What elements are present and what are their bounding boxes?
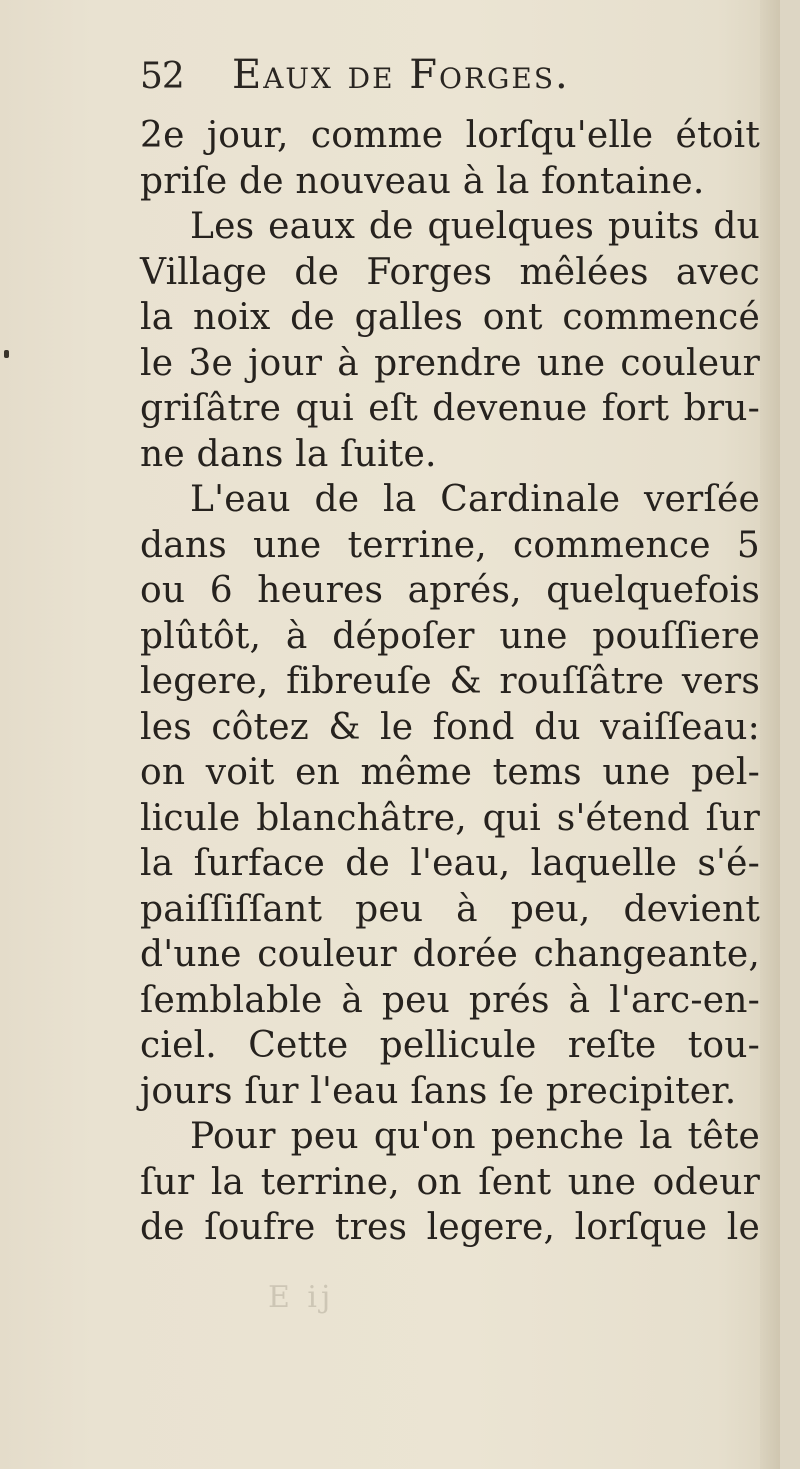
text-line: ne dans la ſuite. (140, 433, 437, 475)
page-edge (760, 0, 780, 1469)
margin-mark (4, 350, 9, 358)
text-line: 2e jour, comme lorſqu'elle étoit (140, 115, 760, 156)
text-line: Pour peu qu'on penche la tête (190, 1116, 760, 1157)
text-line: ciel. Cette pellicule reſte tou- (140, 1025, 760, 1066)
text-line: Village de Forges mêlées avec (140, 251, 760, 293)
text-line: les côtez & le fond du vaiſſeau: (140, 706, 760, 748)
text-line: le 3e jour à prendre une couleur (140, 342, 760, 384)
text-line: griſâtre qui eſt devenue fort bru- (140, 388, 760, 429)
running-title: Eaux de Forges. (232, 52, 570, 98)
text-line: Les eaux de quelques puits du (190, 206, 760, 247)
text-line: priſe de nouveau à la fontaine. (140, 160, 705, 202)
text-line: ſur la terrine, on ſent une odeur (140, 1161, 760, 1203)
text-line: la noix de galles ont commencé (140, 297, 760, 338)
text-line: jours ſur l'eau ſans ſe precipiter. (140, 1070, 737, 1112)
text-line: legere, fibreuſe & rouſſâtre vers (140, 661, 760, 702)
text-line: on voit en même tems une pel- (140, 752, 760, 793)
text-line: licule blanchâtre, qui s'étend ſur (140, 797, 760, 839)
text-line: L'eau de la Cardinale verſée (190, 479, 760, 520)
signature-mark: E ij (268, 1280, 335, 1315)
page-number: 52 (140, 56, 184, 97)
body-text (140, 113, 760, 1251)
text-line: ou 6 heures aprés, quelquefois (140, 570, 760, 611)
text-line: paiſſiſſant peu à peu, devient (140, 888, 760, 930)
text-line: la ſurface de l'eau, laquelle s'é- (140, 843, 760, 884)
text-line: plûtôt, à dépoſer une pouſſiere (140, 615, 760, 657)
page-header (140, 50, 740, 110)
text-line: d'une couleur dorée changeante, (140, 934, 760, 975)
text-line: de ſoufre tres legere, lorſque le (140, 1207, 760, 1248)
text-line: ſemblable à peu prés à l'arc-en- (140, 979, 760, 1021)
text-line: dans une terrine, commence 5 (140, 524, 760, 566)
